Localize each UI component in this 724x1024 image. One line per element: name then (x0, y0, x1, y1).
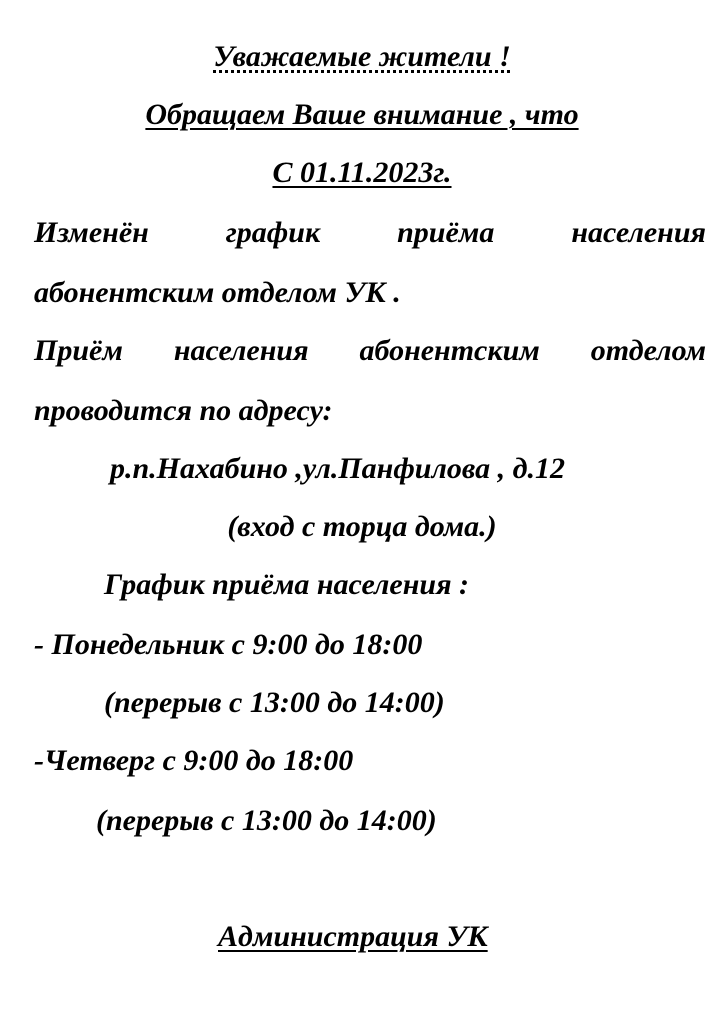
monday-hours: - Понедельник с 9:00 до 18:00 (34, 628, 423, 661)
reception-word-1: Приём (34, 334, 123, 367)
changed-word-2: график (225, 216, 321, 249)
greeting-line (0, 42, 724, 72)
address-line (110, 454, 565, 484)
schedule-title-line (104, 570, 469, 600)
greeting-text: Уважаемые жители ! (213, 40, 511, 73)
changed-word-3: приёма (397, 216, 495, 249)
thursday-line (34, 746, 353, 776)
attention-text: Обращаем Ваше внимание , что (145, 98, 579, 131)
thursday-break: (перерыв с 13:00 до 14:00) (96, 804, 437, 837)
monday-line (34, 630, 422, 660)
monday-break: (перерыв с 13:00 до 14:00) (104, 686, 445, 719)
monday-break-line (104, 688, 445, 718)
reception-word-2: населения (173, 334, 309, 367)
address-text: р.п.Нахабино ,ул.Панфилова , д.12 (110, 452, 565, 485)
reception-line (34, 336, 706, 366)
reception-word-4: отделом (590, 334, 706, 367)
date-text: С 01.11.2023г. (272, 156, 452, 189)
signature-text: Администрация УК (218, 920, 488, 953)
entrance-text: (вход с торца дома.) (227, 510, 497, 543)
signature-line (218, 922, 488, 952)
reception-word-3: абонентским (359, 334, 540, 367)
changed-rest-line (34, 278, 401, 308)
thursday-break-line (96, 806, 437, 836)
reception-rest-text: проводится по адресу: (34, 394, 333, 427)
changed-word-1: Изменён (34, 216, 149, 249)
attention-line (0, 100, 724, 130)
thursday-hours: -Четверг с 9:00 до 18:00 (34, 744, 354, 777)
entrance-line (0, 512, 724, 542)
changed-line (34, 218, 706, 248)
schedule-title: График приёма населения : (104, 568, 470, 601)
date-line (0, 158, 724, 188)
reception-rest-line (34, 396, 332, 426)
changed-rest-text: абонентским отделом УК . (34, 276, 401, 309)
changed-word-4: населения (571, 216, 706, 249)
